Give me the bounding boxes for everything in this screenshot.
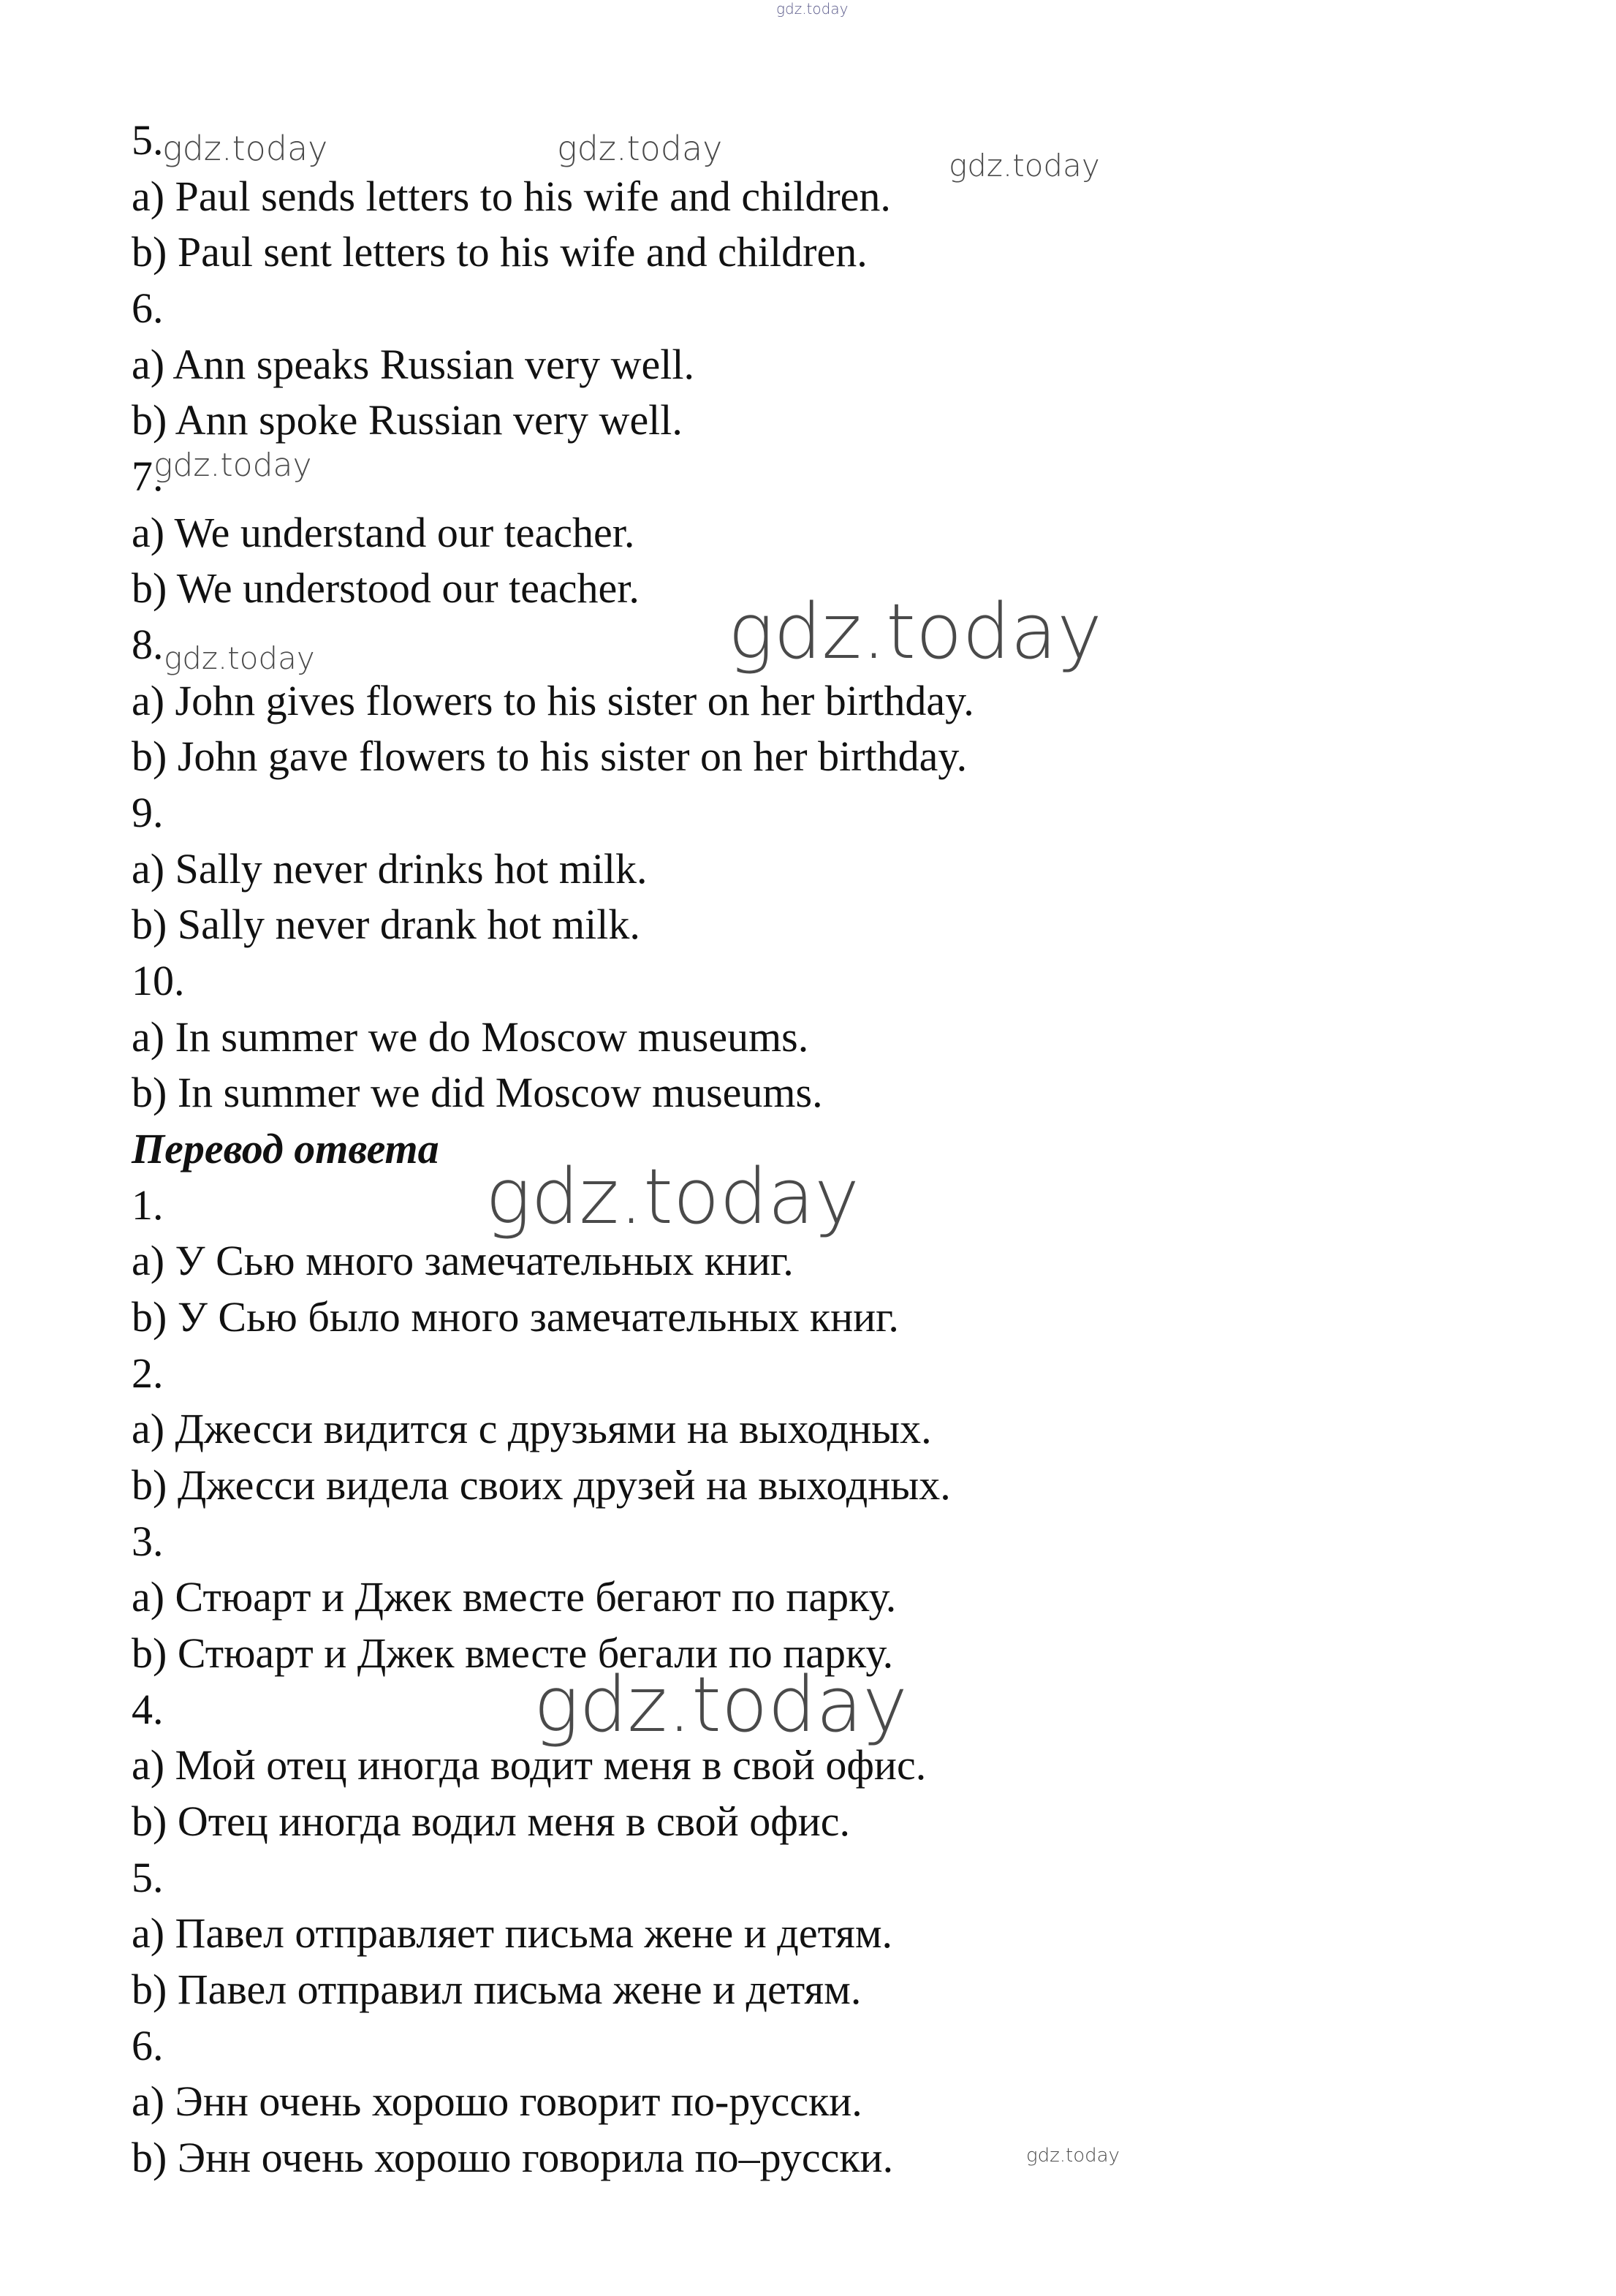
sentence-a: a) Джесси видится с друзьями на выходных. bbox=[132, 1405, 932, 1452]
item-number: 9. bbox=[132, 789, 164, 836]
sentence-a: a) Энн очень хорошо говорит по-русски. bbox=[132, 2077, 862, 2125]
item-number: 7. bbox=[132, 452, 164, 500]
watermark: gdz.today bbox=[162, 129, 328, 168]
item-number: 5. bbox=[132, 1854, 164, 1901]
item-number: 6. bbox=[132, 2022, 164, 2069]
sentence-a: a) Стюарт и Джек вместе бегают по парку. bbox=[132, 1573, 897, 1621]
sentence-a: a) Paul sends letters to his wife and children. bbox=[132, 173, 891, 220]
item-number: 3. bbox=[132, 1518, 164, 1565]
watermark: gdz.today bbox=[949, 148, 1100, 183]
watermark-large: gdz.today bbox=[485, 1152, 860, 1241]
sentence-b: b) У Сью было много замечательных книг. bbox=[132, 1293, 899, 1341]
item-number: 1. bbox=[132, 1181, 164, 1229]
watermark: gdz.today bbox=[164, 640, 315, 676]
sentence-b: b) Энн очень хорошо говорила по–русски. bbox=[132, 2134, 894, 2181]
sentence-b: b) Sally never drank hot milk. bbox=[132, 901, 640, 948]
item-number: 10. bbox=[132, 957, 185, 1004]
sentence-a: a) We understand our teacher. bbox=[132, 509, 635, 556]
watermark-top: gdz.today bbox=[776, 0, 849, 18]
item-number: 5. bbox=[132, 116, 164, 164]
sentence-a: a) John gives flowers to his sister on her birthday. bbox=[132, 677, 974, 724]
sentence-b: b) Павел отправил письма жене и детям. bbox=[132, 1966, 862, 2013]
sentence-a: a) Ann speaks Russian very well. bbox=[132, 341, 694, 388]
watermark: gdz.today bbox=[557, 129, 723, 168]
sentence-b: b) Джесси видела своих друзей на выходных. bbox=[132, 1461, 951, 1509]
sentence-b: b) We understood our teacher. bbox=[132, 564, 640, 612]
item-number: 6. bbox=[132, 284, 164, 332]
item-number: 2. bbox=[132, 1349, 164, 1397]
section-heading: Перевод ответа bbox=[132, 1125, 439, 1172]
watermark-large: gdz.today bbox=[728, 587, 1102, 676]
sentence-b: b) In summer we did Moscow museums. bbox=[132, 1069, 823, 1116]
sentence-a: a) Sally never drinks hot milk. bbox=[132, 845, 648, 893]
sentence-b: b) Стюарт и Джек вместе бегали по парку. bbox=[132, 1629, 894, 1677]
sentence-b: b) Ann spoke Russian very well. bbox=[132, 396, 683, 444]
sentence-a: a) In summer we do Moscow museums. bbox=[132, 1013, 809, 1061]
sentence-b: b) John gave flowers to his sister on her birthday. bbox=[132, 732, 968, 780]
sentence-a: a) Павел отправляет письма жене и детям. bbox=[132, 1909, 893, 1957]
watermark: gdz.today bbox=[153, 447, 312, 484]
watermark-large: gdz.today bbox=[534, 1660, 908, 1749]
sentence-b: b) Paul sent letters to his wife and children. bbox=[132, 228, 868, 276]
item-number: 4. bbox=[132, 1686, 164, 1733]
sentence-a: a) У Сью много замечательных книг. bbox=[132, 1237, 794, 1284]
watermark: gdz.today bbox=[1026, 2145, 1120, 2167]
sentence-a: a) Мой отец иногда водит меня в свой офис. bbox=[132, 1741, 927, 1789]
item-number: 8. bbox=[132, 621, 164, 668]
sentence-b: b) Отец иногда водил меня в свой офис. bbox=[132, 1797, 851, 1845]
